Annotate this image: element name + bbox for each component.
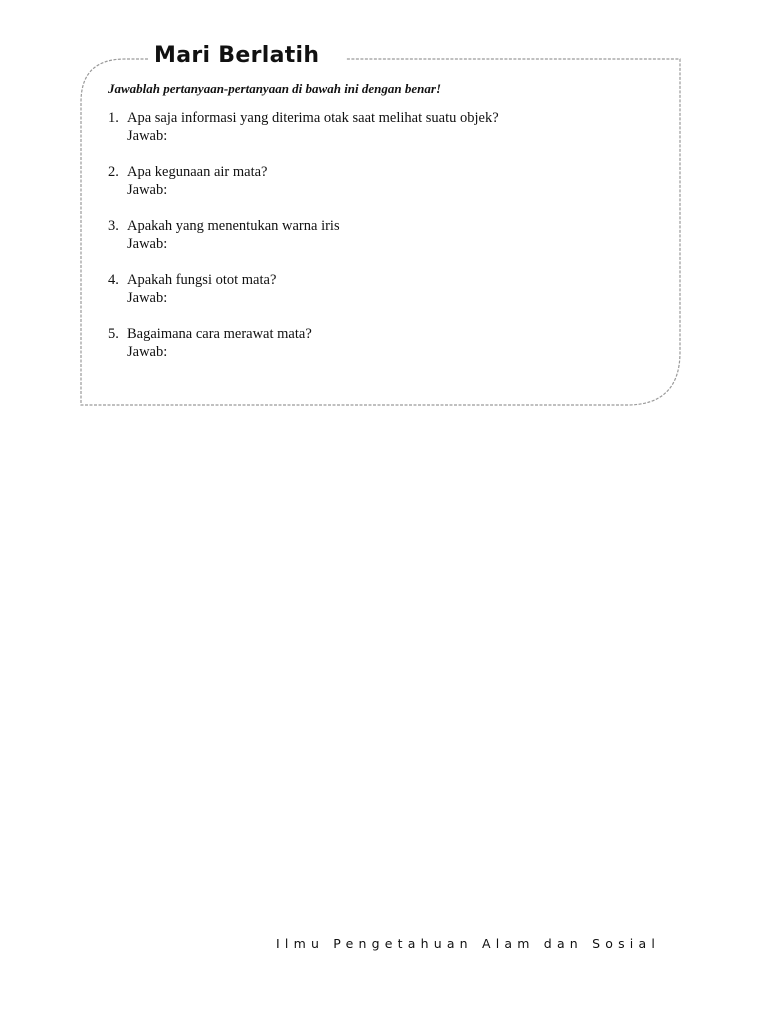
question-item	[108, 109, 499, 163]
question-text: Apakah yang menentukan warna iris	[127, 218, 340, 234]
question-text: Apa kegunaan air mata?	[127, 164, 268, 180]
question-item	[108, 163, 499, 217]
answer-label: Jawab:	[127, 236, 168, 252]
answer-label: Jawab:	[127, 344, 168, 360]
answer-label: Jawab:	[127, 182, 168, 198]
question-item	[108, 217, 499, 271]
question-item	[108, 271, 499, 325]
question-text: Apakah fungsi otot mata?	[127, 272, 277, 288]
question-number: 1.	[108, 110, 119, 126]
question-list	[108, 109, 499, 379]
question-item	[108, 325, 499, 379]
question-text: Bagaimana cara merawat mata?	[127, 326, 312, 342]
exercise-title: Mari Berlatih	[154, 43, 320, 68]
question-number: 4.	[108, 272, 119, 288]
page-footer: Ilmu Pengetahuan Alam dan Sosial	[276, 936, 660, 951]
question-number: 3.	[108, 218, 119, 234]
question-text: Apa saja informasi yang diterima otak saat melihat suatu objek?	[127, 110, 499, 126]
exercise-instruction: Jawablah pertanyaan-pertanyaan di bawah ini dengan benar!	[108, 81, 441, 96]
answer-label: Jawab:	[127, 290, 168, 306]
answer-label: Jawab:	[127, 128, 168, 144]
question-number: 2.	[108, 164, 119, 180]
question-number: 5.	[108, 326, 119, 342]
